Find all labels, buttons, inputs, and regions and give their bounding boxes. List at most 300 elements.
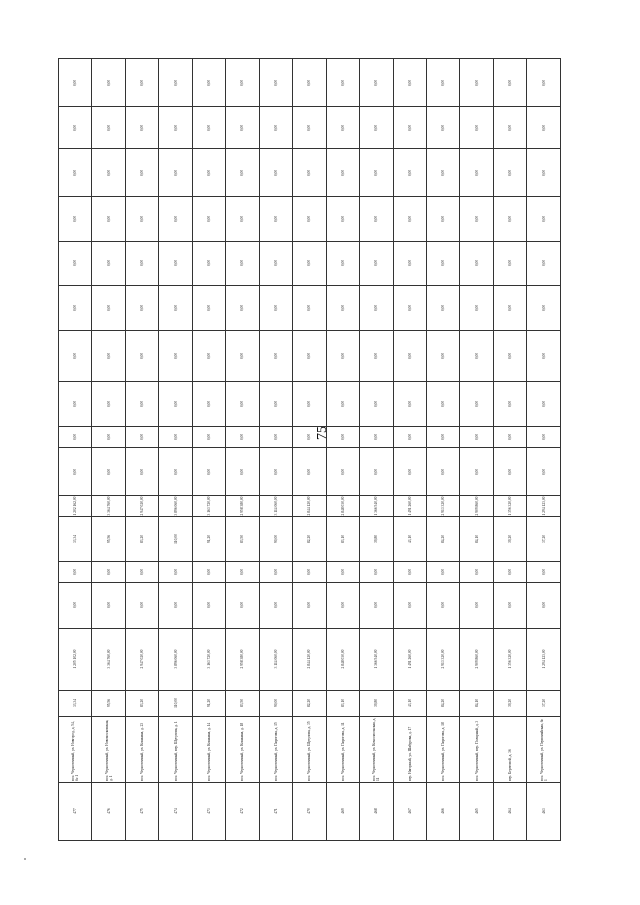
table-cell	[360, 716, 393, 782]
table-cell	[527, 196, 560, 241]
table-cell	[426, 59, 459, 107]
table-cell	[326, 628, 359, 690]
table-cell	[393, 107, 426, 149]
cell-value: 0,00	[407, 124, 412, 132]
cell-value: 91,20	[207, 535, 212, 544]
cell-value: 3 896 060,00	[173, 649, 178, 669]
table-cell	[460, 59, 493, 107]
table-cell	[293, 107, 326, 149]
cell-value: 0,00	[307, 352, 312, 360]
cell-value: 0,00	[508, 602, 513, 609]
table-cell	[393, 331, 426, 381]
cell-value: 0,00	[374, 79, 379, 86]
cell-value: 0,00	[207, 124, 212, 132]
table-cell	[393, 562, 426, 583]
cell-value: 84,10	[474, 699, 479, 708]
cell-value: 0,00	[407, 304, 412, 312]
table-cell	[460, 286, 493, 331]
table-cell	[493, 783, 526, 841]
table-cell	[426, 562, 459, 583]
cell-value: 0,00	[140, 260, 145, 267]
table-cell	[360, 690, 393, 716]
cell-value: 0,00	[541, 79, 546, 86]
cell-value: 0,00	[207, 304, 212, 312]
table-cell	[125, 562, 158, 583]
table-cell	[493, 426, 526, 447]
cell-value: 0,00	[173, 433, 178, 440]
cell-value: 0,00	[140, 433, 145, 440]
table-cell	[259, 583, 292, 628]
table-cell	[426, 783, 459, 841]
cell-value: 0,00	[441, 433, 446, 440]
cell-value: 1 366 540,00	[374, 496, 379, 516]
table-cell	[259, 149, 292, 196]
cell-value: 2 958 380,00	[240, 496, 245, 516]
cell-value: 83,50	[240, 535, 245, 544]
table-cell	[125, 107, 158, 149]
table-cell	[527, 562, 560, 583]
cell-value: 0,00	[474, 215, 479, 222]
table-cell	[159, 583, 192, 628]
row-number: 477	[73, 808, 78, 815]
table-cell	[192, 241, 225, 285]
table-cell	[493, 149, 526, 196]
table-cell	[360, 381, 393, 426]
table-cell	[192, 583, 225, 628]
table-cell	[293, 149, 326, 196]
cell-value: 0,00	[340, 260, 345, 267]
cell-value: 0,00	[340, 169, 345, 176]
cell-value: 0,00	[441, 400, 446, 407]
cell-value: 0,00	[273, 433, 278, 440]
table-cell	[59, 783, 92, 841]
cell-value: 0,00	[407, 468, 412, 475]
cell-value: 1 294 123,00	[541, 649, 546, 669]
table-cell	[59, 690, 92, 716]
row-number: 470	[307, 808, 312, 815]
address-text: пос. Черноземный, ул. Новгород, д. 54, бс 1	[71, 721, 80, 782]
table-cell	[527, 107, 560, 149]
table-cell	[59, 149, 92, 196]
table-cell	[426, 381, 459, 426]
table-cell	[226, 517, 259, 562]
table-cell	[226, 331, 259, 381]
cell-value: 0,00	[474, 79, 479, 86]
data-table	[58, 58, 561, 841]
cell-value: 0,00	[374, 352, 379, 360]
cell-value: 0,00	[340, 468, 345, 475]
cell-value: 0,00	[106, 468, 111, 475]
address-text: пер. Нагорный, ул. Шабурова, д. 17	[407, 727, 412, 782]
table-cell	[125, 628, 158, 690]
table-cell	[159, 59, 192, 107]
table-cell	[527, 149, 560, 196]
cell-value: 0,00	[374, 124, 379, 132]
cell-value: 0,00	[240, 352, 245, 360]
table-cell	[393, 286, 426, 331]
table-cell	[360, 426, 393, 447]
table-cell	[159, 149, 192, 196]
cell-value: 0,00	[374, 304, 379, 312]
address-text: пос. Черноземный, ул. Пирогова, д. 15	[273, 722, 278, 782]
address-text: пер. Береговой, д. 36	[508, 749, 513, 782]
cell-value: 0,00	[140, 468, 145, 475]
table-cell	[92, 331, 125, 381]
cell-value: 0,00	[273, 602, 278, 609]
table-cell	[326, 241, 359, 285]
cell-value: 39,80	[374, 535, 379, 544]
cell-value: 0,00	[340, 602, 345, 609]
cell-value: 0,00	[106, 304, 111, 312]
table-cell	[59, 241, 92, 285]
table-cell	[360, 196, 393, 241]
table-cell	[192, 562, 225, 583]
table-cell	[293, 562, 326, 583]
table-cell	[326, 149, 359, 196]
cell-value: 39,20	[508, 699, 513, 708]
cell-value: 2 958 380,00	[240, 649, 245, 669]
row-number: 476	[106, 808, 111, 815]
cell-value: 110,00	[173, 534, 178, 545]
cell-value: 91,20	[207, 699, 212, 708]
table-row	[59, 628, 561, 690]
cell-value: 0,00	[73, 602, 78, 609]
cell-value: 0,00	[106, 215, 111, 222]
table-cell	[293, 331, 326, 381]
cell-value: 0,00	[207, 169, 212, 176]
cell-value: 3 114 060,00	[273, 496, 278, 516]
cell-value: 0,00	[374, 569, 379, 576]
cell-value: 0,00	[474, 352, 479, 360]
cell-value: 0,00	[441, 79, 446, 86]
cell-value: 0,00	[508, 468, 513, 475]
cell-value: 2 913 320,00	[441, 649, 446, 669]
row-number: 467	[407, 808, 412, 815]
cell-value: 0,00	[340, 433, 345, 440]
cell-value: 0,00	[207, 79, 212, 86]
table-cell	[493, 107, 526, 149]
cell-value: 0,00	[140, 400, 145, 407]
table-cell	[192, 107, 225, 149]
table-cell	[226, 381, 259, 426]
table-row	[59, 783, 561, 841]
row-number: 474	[173, 808, 178, 815]
cell-value: 0,00	[340, 352, 345, 360]
table-cell	[460, 583, 493, 628]
cell-value: 0,00	[140, 215, 145, 222]
table-cell	[259, 628, 292, 690]
cell-value: 0,00	[407, 260, 412, 267]
table-cell	[326, 447, 359, 495]
table-cell	[293, 426, 326, 447]
cell-value: 0,00	[73, 400, 78, 407]
cell-value: 0,00	[340, 79, 345, 86]
table-cell	[360, 628, 393, 690]
cell-value: 0,00	[541, 260, 546, 267]
cell-value: 0,00	[73, 169, 78, 176]
table-row	[59, 517, 561, 562]
table-cell	[125, 496, 158, 517]
table-cell	[226, 583, 259, 628]
table-cell	[426, 716, 459, 782]
table-cell	[159, 783, 192, 841]
table-cell	[326, 59, 359, 107]
cell-value: 82,20	[307, 699, 312, 708]
table-cell	[125, 716, 158, 782]
cell-value: 0,00	[508, 400, 513, 407]
table-cell	[192, 149, 225, 196]
table-row	[59, 562, 561, 583]
cell-value: 0,00	[73, 124, 78, 132]
cell-value: 0,00	[441, 468, 446, 475]
cell-value: 0,00	[374, 169, 379, 176]
table-cell	[192, 716, 225, 782]
address-text: пос. Черноземный, ул. Кошкина, д. 14	[207, 723, 212, 782]
table-cell	[460, 783, 493, 841]
table-cell	[92, 690, 125, 716]
table-cell	[360, 783, 393, 841]
table-cell	[192, 196, 225, 241]
table-cell	[360, 286, 393, 331]
table-cell	[226, 286, 259, 331]
cell-value: 3 163 720,00	[207, 649, 212, 669]
table-cell	[226, 196, 259, 241]
table-cell	[59, 286, 92, 331]
table-cell	[326, 196, 359, 241]
table-cell	[192, 286, 225, 331]
cell-value: 83,10	[340, 535, 345, 544]
table-cell	[326, 783, 359, 841]
table-cell	[59, 562, 92, 583]
cell-value: 2 947 020,00	[140, 496, 145, 516]
cell-value: 0,00	[173, 169, 178, 176]
table-cell	[92, 628, 125, 690]
cell-value: 0,00	[474, 124, 479, 132]
table-cell	[159, 241, 192, 285]
table-cell	[426, 517, 459, 562]
table-cell	[460, 381, 493, 426]
row-number: 473	[207, 808, 212, 815]
cell-value: 0,00	[273, 468, 278, 475]
table-cell	[226, 496, 259, 517]
row-number: 464	[508, 808, 513, 815]
table-cell	[92, 447, 125, 495]
cell-value: 0,00	[508, 352, 513, 360]
table-cell	[293, 690, 326, 716]
table-cell	[92, 241, 125, 285]
table-cell	[393, 716, 426, 782]
table-cell	[493, 628, 526, 690]
table-cell	[293, 496, 326, 517]
cell-value: 0,00	[340, 400, 345, 407]
table-body	[59, 59, 561, 841]
table-cell	[159, 426, 192, 447]
table-cell	[393, 783, 426, 841]
cell-value: 0,00	[307, 400, 312, 407]
table-cell	[493, 562, 526, 583]
table-cell	[92, 196, 125, 241]
cell-value: 0,00	[106, 124, 111, 132]
table-cell	[326, 286, 359, 331]
table-cell	[159, 496, 192, 517]
cell-value: 0,00	[273, 124, 278, 132]
table-cell	[159, 286, 192, 331]
cell-value: 0,00	[307, 124, 312, 132]
cell-value: 0,00	[73, 215, 78, 222]
cell-value: 0,00	[307, 602, 312, 609]
table-cell	[192, 447, 225, 495]
cell-value: 0,00	[541, 569, 546, 576]
cell-value: 0,00	[441, 569, 446, 576]
table-cell	[393, 496, 426, 517]
table-cell	[59, 426, 92, 447]
table-cell	[527, 447, 560, 495]
cell-value: 0,00	[541, 602, 546, 609]
table-cell	[527, 628, 560, 690]
table-cell	[493, 496, 526, 517]
table-row	[59, 583, 561, 628]
cell-value: 2 848 030,00	[340, 496, 345, 516]
cell-value: 1 294 123,00	[541, 496, 546, 516]
table-cell	[326, 381, 359, 426]
table-cell	[226, 716, 259, 782]
table-cell	[226, 562, 259, 583]
cell-value: 0,00	[173, 260, 178, 267]
cell-value: 0,00	[240, 569, 245, 576]
table-cell	[426, 149, 459, 196]
table-cell	[192, 59, 225, 107]
cell-value: 0,00	[541, 468, 546, 475]
cell-value: 0,00	[140, 79, 145, 86]
table-cell	[293, 783, 326, 841]
table-cell	[393, 59, 426, 107]
table-cell	[460, 716, 493, 782]
cell-value: 0,00	[207, 569, 212, 576]
cell-value: 0,00	[374, 433, 379, 440]
cell-value: 0,00	[307, 169, 312, 176]
table-cell	[326, 107, 359, 149]
cell-value: 0,00	[240, 215, 245, 222]
table-cell	[92, 716, 125, 782]
table-cell	[527, 331, 560, 381]
table-cell	[59, 381, 92, 426]
table-cell	[527, 381, 560, 426]
table-cell	[326, 426, 359, 447]
cell-value: 90,00	[273, 535, 278, 544]
cell-value: 0,00	[140, 569, 145, 576]
table-cell	[92, 381, 125, 426]
cell-value: 84,20	[441, 535, 446, 544]
cell-value: 0,00	[441, 169, 446, 176]
address-text: пос. Черноземный, ул. Новомосковская, д. 1	[104, 720, 113, 782]
cell-value: 0,00	[273, 260, 278, 267]
cell-value: 0,00	[173, 468, 178, 475]
cell-value: 0,00	[140, 352, 145, 360]
table-cell	[226, 107, 259, 149]
cell-value: 0,00	[173, 79, 178, 86]
address-text: пос. Черноземный, пер. Полярный, д. 3	[474, 721, 479, 782]
table-cell	[460, 447, 493, 495]
cell-value: 0,00	[441, 124, 446, 132]
table-cell	[125, 381, 158, 426]
table-cell	[293, 628, 326, 690]
cell-value: 0,00	[240, 468, 245, 475]
cell-value: 0,00	[374, 468, 379, 475]
cell-value: 0,00	[240, 79, 245, 86]
table-cell	[293, 59, 326, 107]
cell-value: 0,00	[173, 352, 178, 360]
table-cell	[493, 447, 526, 495]
table-cell	[493, 583, 526, 628]
table-cell	[259, 59, 292, 107]
table-cell	[460, 149, 493, 196]
cell-value: 0,00	[106, 602, 111, 609]
table-cell	[293, 381, 326, 426]
cell-value: 95,56	[106, 535, 111, 544]
cell-value: 0,00	[407, 352, 412, 360]
table-cell	[460, 107, 493, 149]
table-cell	[460, 496, 493, 517]
table-cell	[493, 690, 526, 716]
table-cell	[226, 426, 259, 447]
table-cell	[125, 583, 158, 628]
cell-value: 0,00	[374, 602, 379, 609]
table-cell	[159, 716, 192, 782]
cell-value: 0,00	[407, 569, 412, 576]
cell-value: 84,10	[474, 535, 479, 544]
cell-value: 0,00	[441, 304, 446, 312]
table-cell	[326, 716, 359, 782]
table-row	[59, 196, 561, 241]
cell-value: 0,00	[474, 304, 479, 312]
cell-value: 0,00	[106, 169, 111, 176]
table-cell	[59, 716, 92, 782]
row-number: 469	[340, 808, 345, 815]
table-cell	[226, 447, 259, 495]
table-cell	[259, 196, 292, 241]
cell-value: 0,00	[307, 260, 312, 267]
table-cell	[426, 107, 459, 149]
table-row	[59, 241, 561, 285]
table-cell	[393, 196, 426, 241]
table-cell	[460, 690, 493, 716]
cell-value: 0,00	[140, 602, 145, 609]
table-cell	[493, 331, 526, 381]
table-cell	[527, 783, 560, 841]
table-cell	[460, 331, 493, 381]
table-cell	[293, 447, 326, 495]
cell-value: 0,00	[407, 169, 412, 176]
table-cell	[226, 59, 259, 107]
table-cell	[460, 517, 493, 562]
cell-value: 0,00	[307, 79, 312, 86]
table-cell	[393, 381, 426, 426]
cell-value: 0,00	[307, 215, 312, 222]
table-cell	[259, 517, 292, 562]
cell-value: 0,00	[240, 304, 245, 312]
address-text: пос. Черноземный, ул. Пирогова, д. 18	[441, 722, 446, 782]
cell-value: 0,00	[508, 304, 513, 312]
cell-value: 1 205 102,00	[73, 649, 78, 669]
cell-value: 0,00	[340, 569, 345, 576]
cell-value: 0,00	[407, 79, 412, 86]
table-cell	[527, 517, 560, 562]
table-row	[59, 447, 561, 495]
cell-value: 0,00	[508, 569, 513, 576]
cell-value: 0,00	[240, 602, 245, 609]
table-cell	[92, 783, 125, 841]
cell-value: 2 947 020,00	[140, 649, 145, 669]
